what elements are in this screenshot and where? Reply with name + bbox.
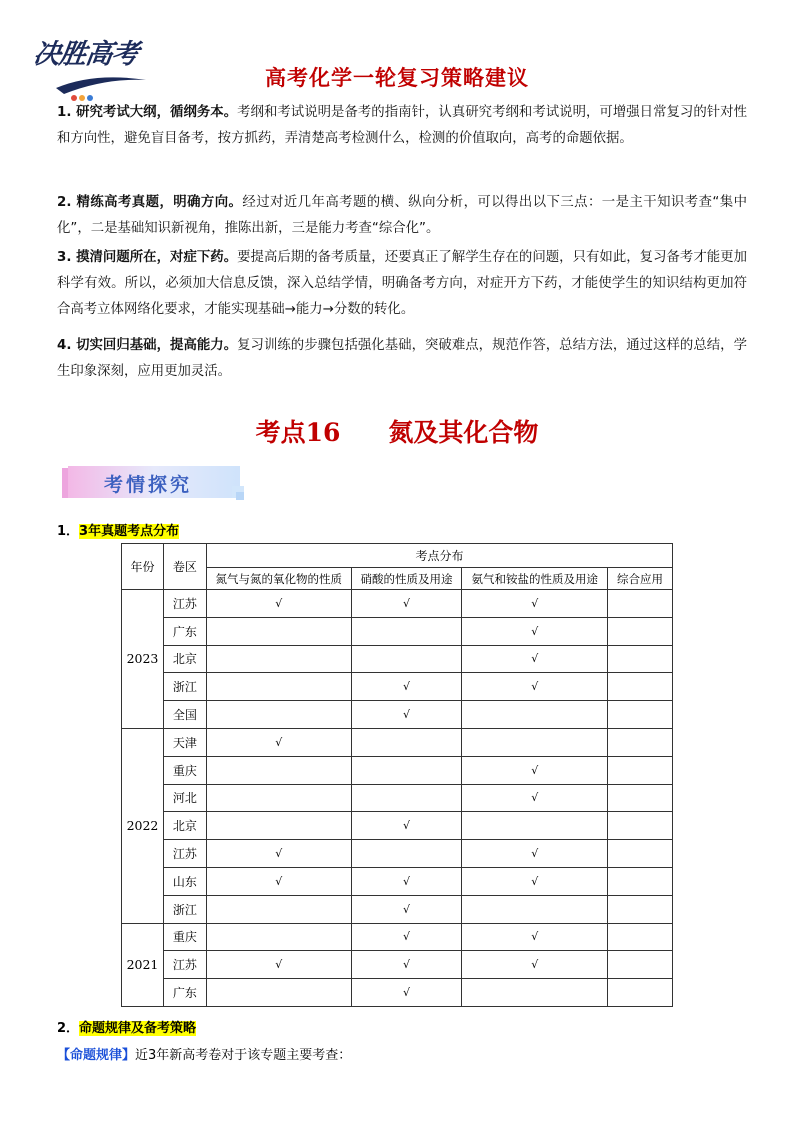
check-cell: √ — [462, 590, 608, 618]
strategy-body: 考纲和考试说明是备考的指南针，认真研究考纲和考试说明，可增强日常复习的针对性和方向性，避免盲目备考，按方抓药，弄清楚高考检测什么，检测的价值取向，高考的命题依据。 — [57, 105, 747, 146]
region-cell: 广东 — [163, 979, 206, 1007]
subsection-label: 3年真题考点分布 — [79, 524, 180, 539]
sub-col-header: 硝酸的性质及用途 — [351, 568, 462, 590]
check-cell — [206, 784, 351, 812]
subsection-heading — [57, 1017, 196, 1036]
check-cell — [608, 645, 673, 673]
check-cell — [608, 617, 673, 645]
check-cell: √ — [462, 645, 608, 673]
strategy-paragraph — [57, 190, 747, 242]
check-cell: √ — [462, 617, 608, 645]
section-banner — [60, 462, 250, 506]
check-cell — [462, 895, 608, 923]
region-cell: 河北 — [163, 784, 206, 812]
section-code: 考点16 — [255, 418, 341, 447]
exam-distribution-table — [121, 543, 673, 1007]
table-row — [122, 951, 673, 979]
subsection-label: 命题规律及备考策略 — [79, 1021, 197, 1036]
region-cell: 江苏 — [163, 840, 206, 868]
region-cell: 北京 — [163, 812, 206, 840]
col-header-region: 卷区 — [163, 544, 206, 590]
table-row — [122, 840, 673, 868]
check-cell — [206, 812, 351, 840]
section-title — [0, 413, 794, 449]
check-cell: √ — [206, 590, 351, 618]
region-cell: 浙江 — [163, 895, 206, 923]
year-cell: 2021 — [122, 923, 164, 1006]
subsection-number: 2． — [57, 1021, 80, 1036]
check-cell — [462, 812, 608, 840]
table-row — [122, 756, 673, 784]
check-cell — [608, 701, 673, 729]
check-cell — [206, 701, 351, 729]
check-cell: √ — [462, 673, 608, 701]
check-cell: √ — [462, 923, 608, 951]
check-cell: √ — [351, 895, 462, 923]
check-cell — [206, 645, 351, 673]
table-row — [122, 867, 673, 895]
check-cell — [462, 979, 608, 1007]
check-cell — [206, 923, 351, 951]
region-cell: 重庆 — [163, 756, 206, 784]
region-cell: 北京 — [163, 645, 206, 673]
sub-col-header: 综合应用 — [608, 568, 673, 590]
section-name: 氮及其化合物 — [388, 418, 539, 447]
strategy-paragraph — [57, 100, 747, 152]
table-row — [122, 617, 673, 645]
check-cell — [608, 867, 673, 895]
check-cell — [608, 895, 673, 923]
check-cell — [608, 812, 673, 840]
check-cell — [462, 701, 608, 729]
logo-text: 决胜高考 — [31, 39, 140, 70]
strategy-paragraph — [57, 245, 747, 323]
check-cell — [206, 617, 351, 645]
region-cell: 全国 — [163, 701, 206, 729]
check-cell — [206, 895, 351, 923]
year-cell: 2022 — [122, 728, 164, 923]
check-cell — [206, 756, 351, 784]
banner-label: 考情探究 — [104, 474, 193, 496]
check-cell: √ — [206, 951, 351, 979]
check-cell — [351, 617, 462, 645]
region-cell: 江苏 — [163, 951, 206, 979]
check-cell — [351, 728, 462, 756]
check-cell — [608, 923, 673, 951]
table-row — [122, 701, 673, 729]
check-cell — [206, 673, 351, 701]
table-row — [122, 979, 673, 1007]
check-cell: √ — [462, 756, 608, 784]
rule-line — [57, 1044, 351, 1063]
table-row — [122, 895, 673, 923]
check-cell — [608, 840, 673, 868]
strategy-paragraph — [57, 333, 747, 385]
region-cell: 重庆 — [163, 923, 206, 951]
sub-col-header: 氮气与氮的氧化物的性质 — [206, 568, 351, 590]
check-cell: √ — [462, 867, 608, 895]
check-cell — [351, 645, 462, 673]
sub-col-header: 氨气和铵盐的性质及用途 — [462, 568, 608, 590]
table-row — [122, 673, 673, 701]
check-cell: √ — [351, 701, 462, 729]
check-cell — [608, 951, 673, 979]
check-cell — [351, 840, 462, 868]
page-title: 高考化学一轮复习策略建议 — [265, 66, 529, 90]
table-row — [122, 645, 673, 673]
table-row — [122, 590, 673, 618]
check-cell: √ — [351, 979, 462, 1007]
region-cell: 江苏 — [163, 590, 206, 618]
col-header-group: 考点分布 — [206, 544, 672, 568]
strategy-lead: 4. 切实回归基础，提高能力。 — [57, 338, 238, 353]
check-cell: √ — [462, 840, 608, 868]
check-cell: √ — [206, 728, 351, 756]
check-cell — [608, 590, 673, 618]
rule-bracket-label: 【命题规律】 — [57, 1048, 136, 1063]
strategy-body: 经过对近几年高考题的横、纵向分析，可以得出以下三点：一是主干知识考查“集中化”，二是基础知识新视角，推陈出新，三是能力考查“综合化”。 — [57, 195, 747, 236]
check-cell: √ — [351, 867, 462, 895]
check-cell: √ — [351, 951, 462, 979]
subsection-number: 1． — [57, 524, 80, 539]
strategy-lead: 1. 研究考试大纲，循纲务本。 — [57, 105, 238, 120]
region-cell: 天津 — [163, 728, 206, 756]
check-cell — [608, 756, 673, 784]
check-cell — [462, 728, 608, 756]
check-cell: √ — [462, 951, 608, 979]
region-cell: 浙江 — [163, 673, 206, 701]
subsection-heading — [57, 520, 179, 539]
check-cell — [608, 673, 673, 701]
check-cell: √ — [351, 673, 462, 701]
region-cell: 广东 — [163, 617, 206, 645]
col-header-year: 年份 — [122, 544, 164, 590]
table-row — [122, 923, 673, 951]
table-row — [122, 784, 673, 812]
check-cell: √ — [206, 840, 351, 868]
strategy-lead: 3. 摸清问题所在，对症下药。 — [57, 250, 238, 265]
check-cell — [351, 756, 462, 784]
check-cell — [351, 784, 462, 812]
check-cell — [206, 979, 351, 1007]
check-cell: √ — [351, 923, 462, 951]
check-cell — [608, 979, 673, 1007]
check-cell: √ — [351, 812, 462, 840]
year-cell: 2023 — [122, 590, 164, 729]
table-row — [122, 812, 673, 840]
check-cell — [608, 784, 673, 812]
check-cell: √ — [206, 867, 351, 895]
strategy-lead: 2. 精练高考真题，明确方向。 — [57, 195, 243, 210]
region-cell: 山东 — [163, 867, 206, 895]
table-row — [122, 728, 673, 756]
strategy-body: 复习训练的步骤包括强化基础，突破难点，规范作答，总结方法，通过这样的总结，学生印象深刻，应用更加灵活。 — [57, 338, 747, 379]
check-cell: √ — [462, 784, 608, 812]
rule-text: 近3年新高考卷对于该专题主要考查： — [135, 1048, 352, 1063]
check-cell — [608, 728, 673, 756]
check-cell: √ — [351, 590, 462, 618]
strategy-body: 要提高后期的备考质量，还要真正了解学生存在的问题，只有如此，复习备考才能更加科学有效。所以，必须加大信息反馈，深入总结学情，明确备考方向，对症开方下药，才能使学生的知识结构更加符合高考立体网络化要求，才能实现基础→能力→分数的转化。 — [57, 250, 747, 317]
